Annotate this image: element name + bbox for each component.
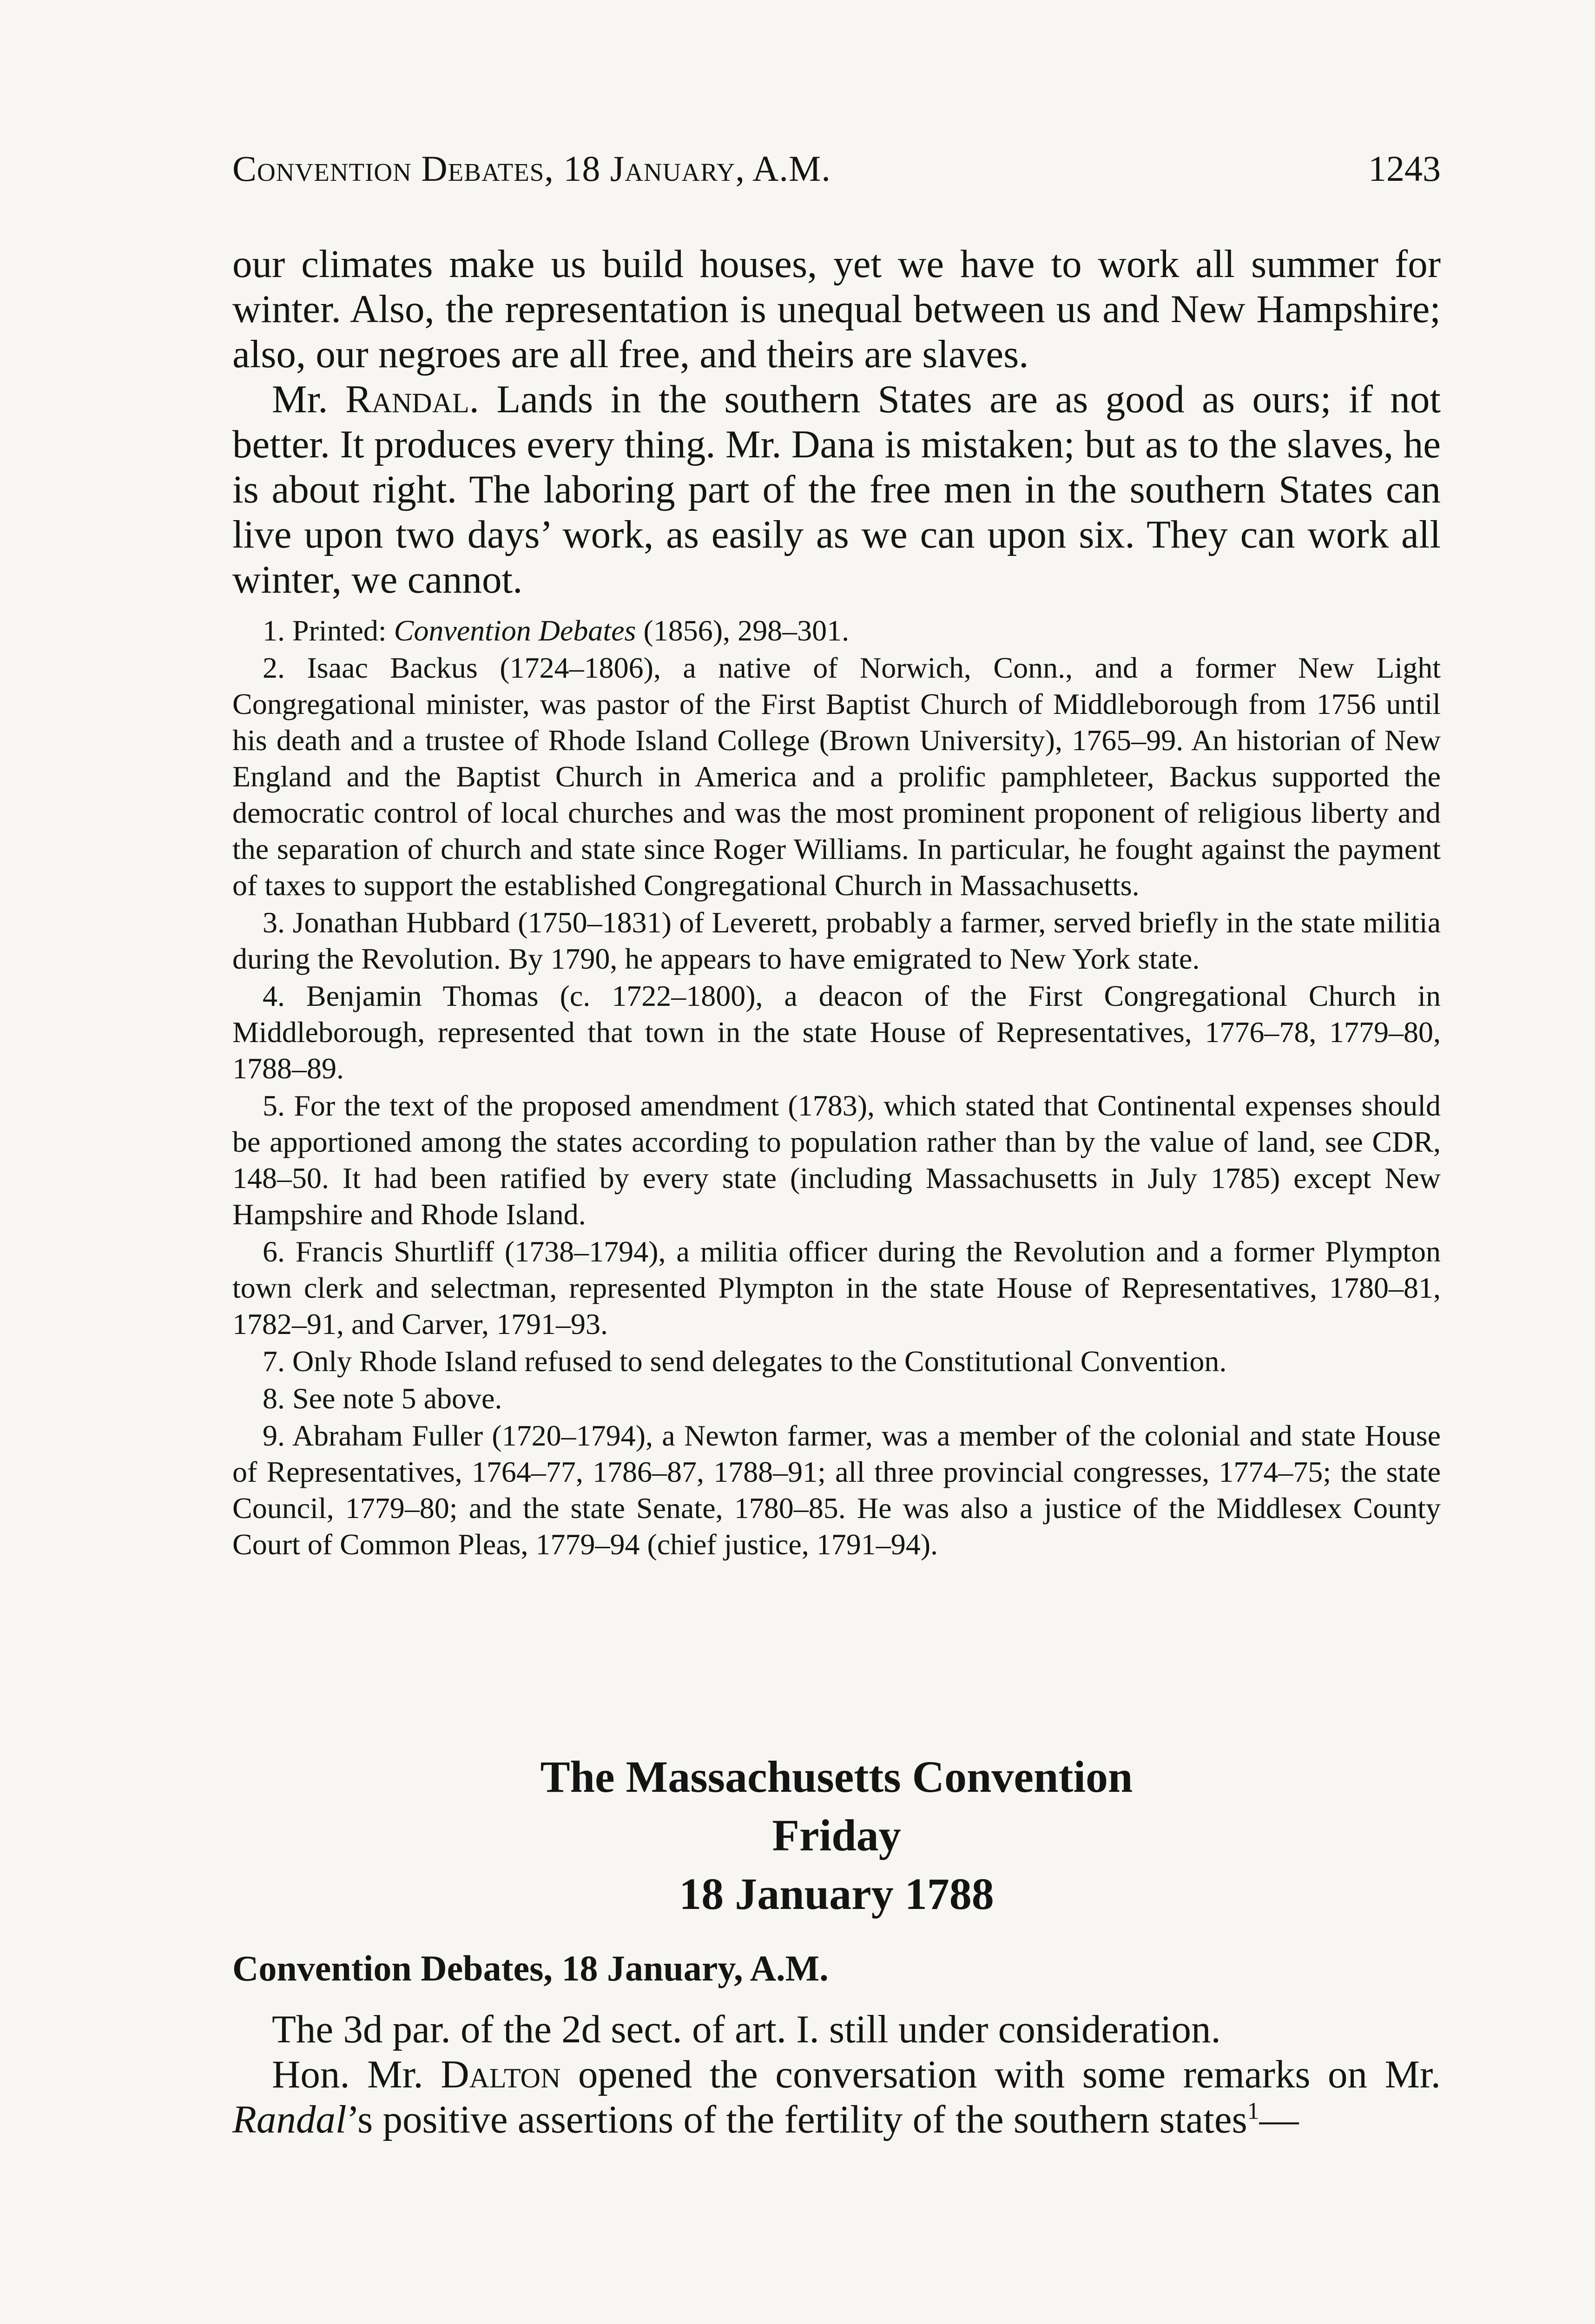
running-head-title: Convention Debates, 18 January, A.M. bbox=[232, 148, 831, 189]
section-heading-line-3: 18 January 1788 bbox=[679, 1869, 994, 1919]
page-number: 1243 bbox=[1368, 148, 1441, 189]
footnote-7: 7. Only Rhode Island refused to send delegates to the Constitutional Convention. bbox=[263, 1345, 1227, 1378]
footnote-2: 2. Isaac Backus (1724–1806), a native of Norwich, Conn., and a former New Light Congregational minister, was pastor of the First Baptist Church of Middleborough from 1756 until his death and a trustee of Rhode Island College (Brown University), 1765–99. An historian of New England and the Baptist Church in America and a prolific pamphleteer, Backus supported the democratic control of local churches and was the most prominent proponent of religious liberty and the separation of church and state since Roger Williams. In particular, he fought against the payment of taxes to support the established Congregational Church in Massachusetts. bbox=[232, 651, 1441, 902]
italic-name: Randal bbox=[232, 2098, 347, 2141]
footnote-8: 8. See note 5 above. bbox=[263, 1382, 502, 1415]
section-heading-line-2: Friday bbox=[772, 1810, 901, 1860]
body-paragraph-1: our climates make us build houses, yet we have to work all summer for winter. Also, the representation is unequal between us and New Hampshire; also, our negroes are all free, and theirs are slaves. bbox=[232, 242, 1441, 376]
footnote-reference: 1 bbox=[1247, 2098, 1259, 2125]
section-heading-line-1: The Massachusetts Convention bbox=[540, 1752, 1133, 1802]
speech-text: . Lands in the southern States are as good as ours; if not better. It produces every thing. Mr. Dana is mistaken; but as to the slaves, he is about right. The laboring part of the free men in the southern States can live upon two days’ work, as easily as we can upon six. They can work all winter, we cannot. bbox=[232, 377, 1441, 601]
speech-text-2a: opened the conversation with some remarks on Mr. bbox=[560, 2053, 1441, 2096]
speech-text-2b: ’s positive assertions of the fertility of the southern states bbox=[346, 2098, 1247, 2141]
footnote-1-source: Convention Debates bbox=[394, 614, 636, 647]
speaker-name: Randal bbox=[345, 377, 469, 421]
speaker-prefix-2: Hon. Mr. bbox=[272, 2053, 423, 2096]
footnotes bbox=[232, 613, 1441, 1564]
body-text bbox=[232, 242, 1441, 602]
footnote-3: 3. Jonathan Hubbard (1750–1831) of Leverett, probably a farmer, served briefly in the state militia during the Revolution. By 1790, he appears to have emigrated to New York state. bbox=[232, 906, 1441, 975]
footnote-6: 6. Francis Shurtliff (1738–1794), a militia officer during the Revolution and a former Plympton town clerk and selectman, represented Plympton in the state House of Representatives, 1780–81, 1782–91, and Carver, 1791–93. bbox=[232, 1235, 1441, 1340]
footnote-1-prefix: 1. Printed: bbox=[263, 614, 394, 647]
speaker-prefix: Mr. bbox=[272, 377, 328, 421]
footnote-5: 5. For the text of the proposed amendment (1783), which stated that Continental expenses should be apportioned among the states according to population rather than by the value of land, see CDR, 148–50. It had been ratified by every state (including Massachusetts in July 1785) except New Hampshire and Rhode Island. bbox=[232, 1089, 1441, 1231]
speech-text-2-end: — bbox=[1259, 2098, 1299, 2141]
body2-paragraph-1: The 3d par. of the 2d sect. of art. I. still under consideration. bbox=[272, 2007, 1221, 2051]
running-head bbox=[232, 148, 1441, 190]
body-text-2 bbox=[232, 2007, 1441, 2142]
subheading: Convention Debates, 18 January, A.M. bbox=[232, 1948, 829, 1988]
footnote-9: 9. Abraham Fuller (1720–1794), a Newton farmer, was a member of the colonial and state House of Representatives, 1764–77, 1786–87, 1788–91; all three provincial congresses, 1774–75; the state Council, 1779–80; and the state Senate, 1780–85. He was also a justice of the Middlesex County Court of Common Pleas, 1779–94 (chief justice, 1791–94). bbox=[232, 1419, 1441, 1561]
footnote-1-suffix: (1856), 298–301. bbox=[636, 614, 850, 647]
body-paragraph-2 bbox=[232, 377, 1441, 602]
body2-paragraph-2 bbox=[232, 2052, 1441, 2142]
section-heading bbox=[232, 1748, 1441, 1923]
footnote-1 bbox=[232, 613, 1441, 649]
speaker-name-2: Dalton bbox=[441, 2053, 561, 2096]
footnote-4: 4. Benjamin Thomas (c. 1722–1800), a deacon of the First Congregational Church in Middleborough, represented that town in the state House of Representatives, 1776–78, 1779–80, 1788–89. bbox=[232, 979, 1441, 1085]
